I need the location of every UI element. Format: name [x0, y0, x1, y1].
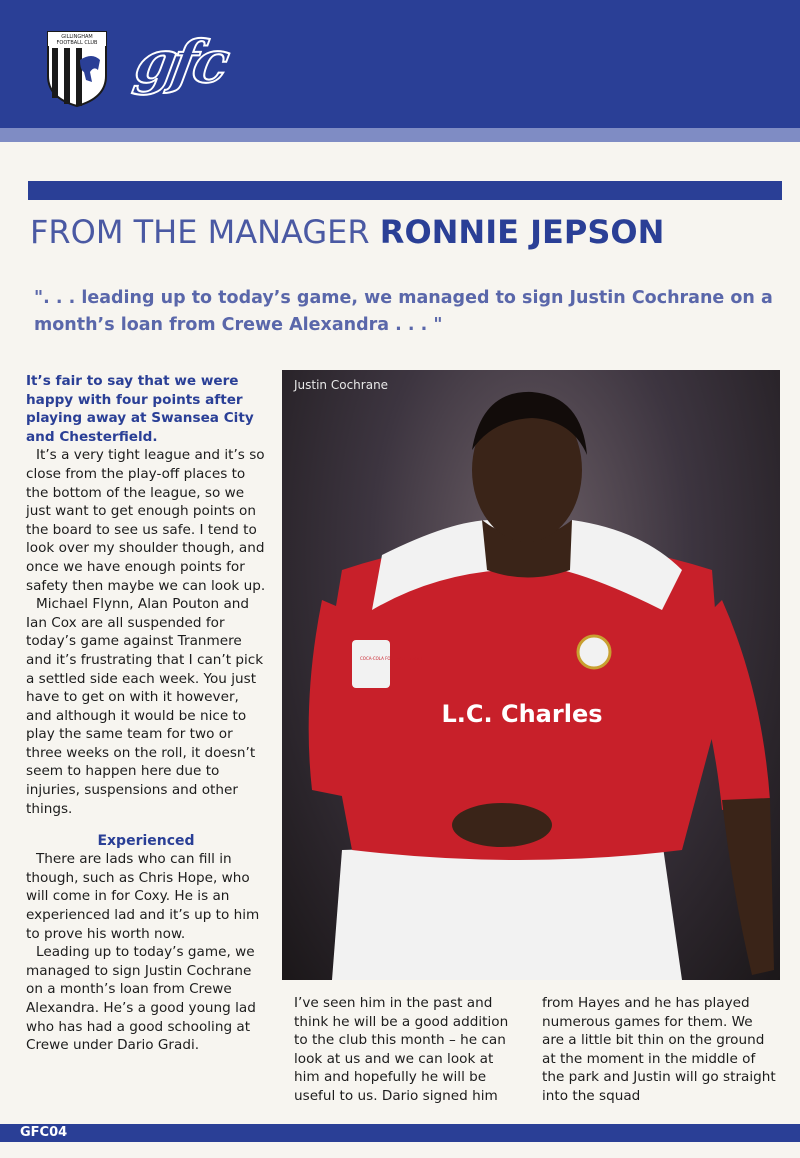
- masthead: [0, 0, 800, 128]
- paragraph: It’s a very tight league and it’s so close from the play-off places to the bottom of the league, so we just want to get enough points on the board to see us safe. I tend to look over my shoulder though, and once we have enough points for safety then maybe we can look up.: [26, 447, 266, 594]
- paragraph: Leading up to today’s game, we managed to sign Justin Cochrane on a month’s loan from Crewe Alexandra. He’s a good young lad who has had a good schooling at Crewe under Dario Gradi.: [26, 944, 256, 1054]
- title-prefix: FROM THE MANAGER: [30, 213, 370, 251]
- article-column-2: [294, 994, 520, 1106]
- crest-text-line-2: FOOTBALL CLUB: [56, 40, 98, 46]
- footer-bar: [0, 1124, 800, 1142]
- paragraph: There are lads who can fill in though, such as Chris Hope, who will come in for Coxy. He is an experienced lad and it’s up to him to prove his worth now.: [26, 851, 260, 942]
- paragraph: Michael Flynn, Alan Pouton and Ian Cox are all suspended for today’s game against Tranmere and it’s frustrating that I can’t pick a settled side each week. You just have to get on with it however, and although it would be nice to play the same team for two or three weeks on the roll, it doesn’t seem to happen here due to injuries, suspensions and other things.: [26, 596, 264, 817]
- header-stripe: [0, 128, 800, 142]
- subheading: Experienced: [97, 833, 195, 850]
- paragraph: from Hayes and he has played numerous games for them. We are a little bit thin on the ground at the moment in the middle of the park and Justin will go straight into the squad: [542, 995, 776, 1104]
- title-name: RONNIE JEPSON: [379, 213, 665, 251]
- club-crest-icon: [46, 30, 108, 108]
- article-column-1: [26, 372, 266, 1055]
- paragraph: I’ve seen him in the past and think he will be a good addition to the club this month – he can look at us and we can look at him and hopefully he will be useful to us. Dario signed him: [294, 995, 509, 1104]
- gfc-logo: gfc: [130, 28, 231, 96]
- player-figure: [282, 370, 780, 980]
- article-column-3: [542, 994, 778, 1106]
- crest-text-line-1: GILLINGHAM: [61, 34, 93, 40]
- photo-caption: Justin Cochrane: [294, 378, 389, 392]
- lead-paragraph: It’s fair to say that we were happy with four points after playing away at Swansea City and Chesterfield.: [26, 373, 254, 445]
- page-number: GFC04: [20, 1125, 68, 1140]
- shirt-sponsor-text: L.C. Charles: [441, 700, 603, 728]
- pull-quote: ". . . leading up to today’s game, we managed to sign Justin Cochrane on a month’s loan from Crewe Alexandra . . . ": [34, 288, 773, 335]
- title-rule: [28, 181, 782, 200]
- article-title: [30, 212, 664, 252]
- player-photo: [282, 370, 780, 980]
- sleeve-badge-text: COCA-COLA FOOTBALL LEAGUE: [360, 656, 424, 661]
